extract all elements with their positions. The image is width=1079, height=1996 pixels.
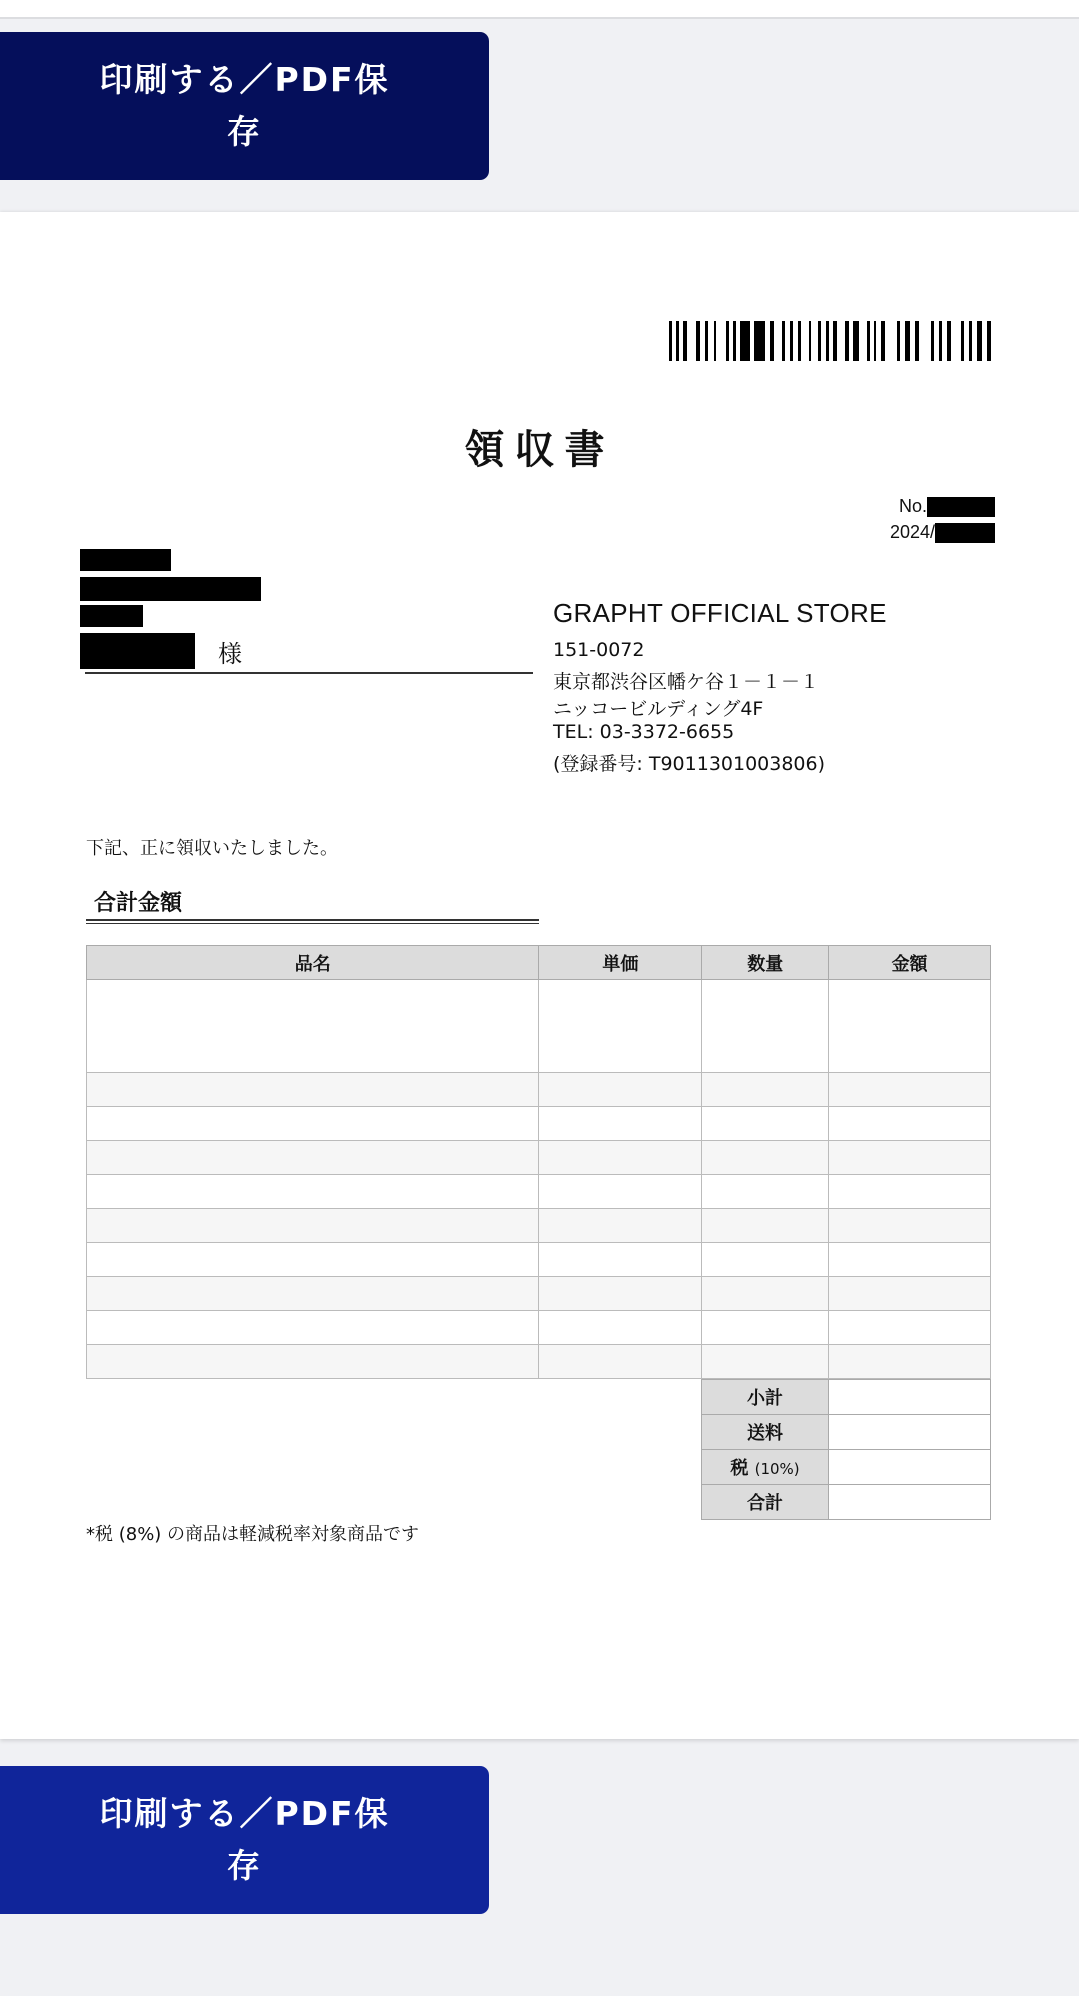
tax-value <box>829 1450 991 1485</box>
print-button-label-line1: 印刷する／PDF保 <box>99 60 390 99</box>
store-address2: ニッコービルディング4F <box>553 698 764 720</box>
table-row <box>87 1345 991 1379</box>
redacted-receipt-date <box>935 523 995 543</box>
print-button-label-line2: 存 <box>227 1846 262 1885</box>
total-amount-label: 合計金額 <box>94 891 183 916</box>
receipt-number <box>899 496 995 517</box>
store-postal: 151-0072 <box>553 639 645 661</box>
receipt-number-prefix: No. <box>898 496 927 516</box>
tax-label: 税 <box>730 1458 749 1479</box>
shipping-value <box>829 1415 991 1450</box>
store-registration: (登録番号: T9011301003806) <box>553 753 826 775</box>
total-amount-rule <box>86 919 539 924</box>
items-table <box>86 945 991 1379</box>
table-row <box>87 1107 991 1141</box>
table-row <box>87 1277 991 1311</box>
shipping-row <box>702 1415 991 1450</box>
table-row <box>87 1073 991 1107</box>
receipt-date <box>890 522 995 543</box>
redacted-receipt-number <box>927 497 995 517</box>
table-row <box>87 1243 991 1277</box>
shipping-label: 送料 <box>702 1415 829 1450</box>
table-row <box>87 1209 991 1243</box>
tax-label-cell <box>702 1450 829 1485</box>
tax-rate: (10%) <box>754 1460 800 1478</box>
receipt-title: 領収書 <box>464 427 615 473</box>
redacted-recipient-line1 <box>80 549 171 571</box>
totals-table <box>701 1379 991 1520</box>
table-row <box>87 1175 991 1209</box>
table-row <box>87 980 991 1073</box>
table-row <box>87 1311 991 1345</box>
header-item-name: 品名 <box>87 946 539 980</box>
header-quantity: 数量 <box>702 946 829 980</box>
store-address1: 東京都渋谷区幡ケ谷１－１－１ <box>553 671 820 693</box>
header-amount: 金額 <box>829 946 991 980</box>
honorific: 様 <box>218 640 242 668</box>
redacted-recipient-line3 <box>80 605 143 627</box>
total-value <box>829 1485 991 1520</box>
barcode-image <box>669 321 993 361</box>
table-row <box>87 1141 991 1175</box>
store-name: GRAPHT OFFICIAL STORE <box>553 598 887 628</box>
items-header-row <box>87 946 991 980</box>
redacted-recipient-name <box>80 633 195 669</box>
print-button-label-line2: 存 <box>227 112 262 151</box>
subtotal-label: 小計 <box>702 1380 829 1415</box>
total-label: 合計 <box>702 1485 829 1520</box>
subtotal-value <box>829 1380 991 1415</box>
recipient-underline <box>85 672 533 674</box>
received-text: 下記、正に領収いたしました。 <box>86 838 338 859</box>
total-row <box>702 1485 991 1520</box>
tax-row <box>702 1450 991 1485</box>
header-unit-price: 単価 <box>539 946 702 980</box>
top-bar <box>0 0 1079 19</box>
print-pdf-button[interactable] <box>0 32 489 180</box>
redacted-recipient-line2 <box>80 577 261 601</box>
print-pdf-button-bottom[interactable] <box>0 1766 489 1914</box>
tax-footnote: *税 (8%) の商品は軽減税率対象商品です <box>86 1524 420 1545</box>
receipt-date-prefix: 2024/ <box>889 522 935 542</box>
subtotal-row <box>702 1380 991 1415</box>
print-button-label-line1: 印刷する／PDF保 <box>99 1794 390 1833</box>
store-tel: TEL: 03-3372-6655 <box>553 721 735 743</box>
